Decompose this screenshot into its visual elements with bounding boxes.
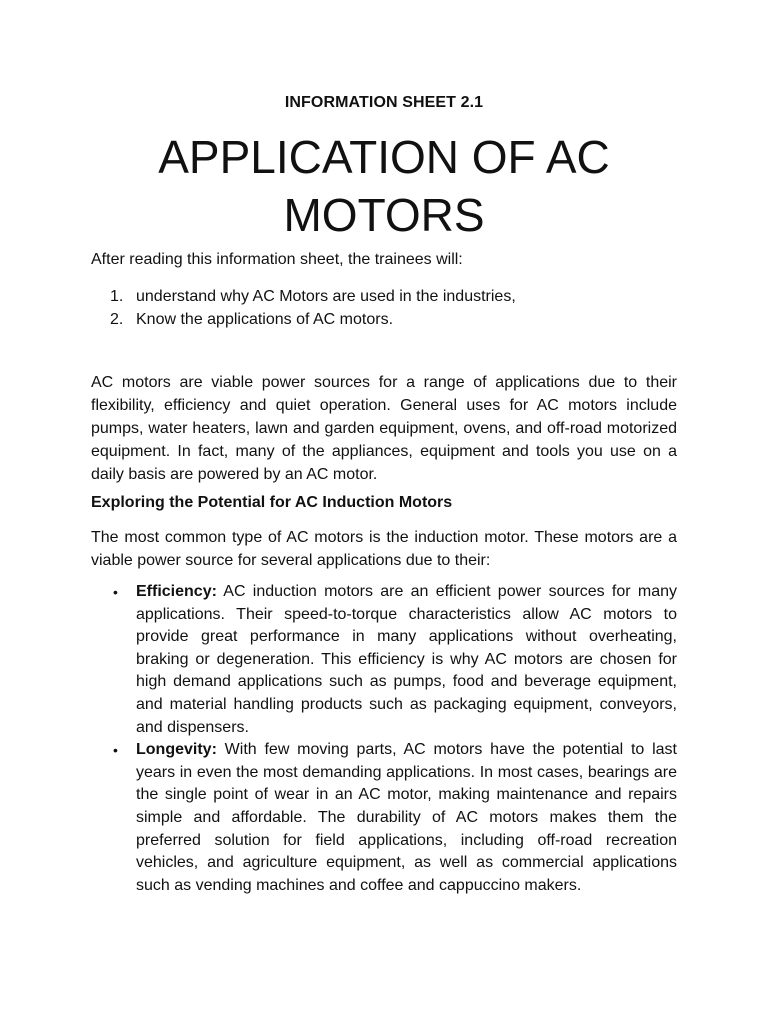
objective-item — [110, 308, 516, 331]
bullet-icon: • — [113, 742, 118, 759]
objective-item — [110, 285, 516, 308]
bullet-label: Efficiency: — [136, 583, 217, 600]
bullet-text: With few moving parts, AC motors have the potential to last years in even the most demanding applications. In most cases, bearings are the single point of wear in an AC motor, making maintenance and repairs simple and affordable. The durability of AC motors makes them the preferred solution for field applications, including off-road recreation vehicles, and agriculture equipment, as well as commercial applications such as vending machines and coffee and cappuccino makers. — [136, 741, 677, 894]
list-item — [110, 739, 677, 897]
list-item — [110, 581, 677, 739]
bullet-label: Longevity: — [136, 741, 217, 759]
objective-number: 1. — [110, 288, 124, 305]
paragraph-overview: AC motors are viable power sources for a range of applications due to their flexibility, efficiency and quiet operation. General uses for AC motors include pumps, water heaters, lawn and garden equipment, ovens, and off-road motorized equipment. In fact, many of the appliances, equipment and tools you use on a daily basis are powered by an AC motor. — [91, 374, 677, 483]
objective-text: understand why AC Motors are used in the industries, — [136, 288, 516, 305]
bullet-icon: • — [113, 584, 118, 600]
page-title — [0, 128, 768, 244]
intro-text: After reading this information sheet, the trainees will: — [91, 251, 463, 268]
section-heading: Exploring the Potential for AC Induction Motors — [91, 494, 453, 511]
objectives-list — [110, 285, 516, 331]
objective-text: Know the applications of AC motors. — [136, 311, 394, 328]
objective-number: 2. — [110, 311, 124, 328]
paragraph-induction: The most common type of AC motors is the induction motor. These motors are a viable power source for several applications due to their: — [91, 529, 677, 569]
title-line-2: MOTORS — [283, 189, 485, 241]
bullet-text: AC induction motors are an efficient power sources for many applications. Their speed-to-torque characteristics allow AC motors to provide great performance in many applications without overheating, braking or degeneration. This efficiency is why AC motors are chosen for high demand applications such as pumps, food and beverage equipment, and material handling products such as packaging equipment, conveyors, and dispensers. — [136, 583, 677, 736]
title-line-1: APPLICATION OF AC — [158, 131, 610, 183]
benefits-list — [110, 581, 677, 897]
sheet-label: INFORMATION SHEET 2.1 — [284, 94, 484, 111]
